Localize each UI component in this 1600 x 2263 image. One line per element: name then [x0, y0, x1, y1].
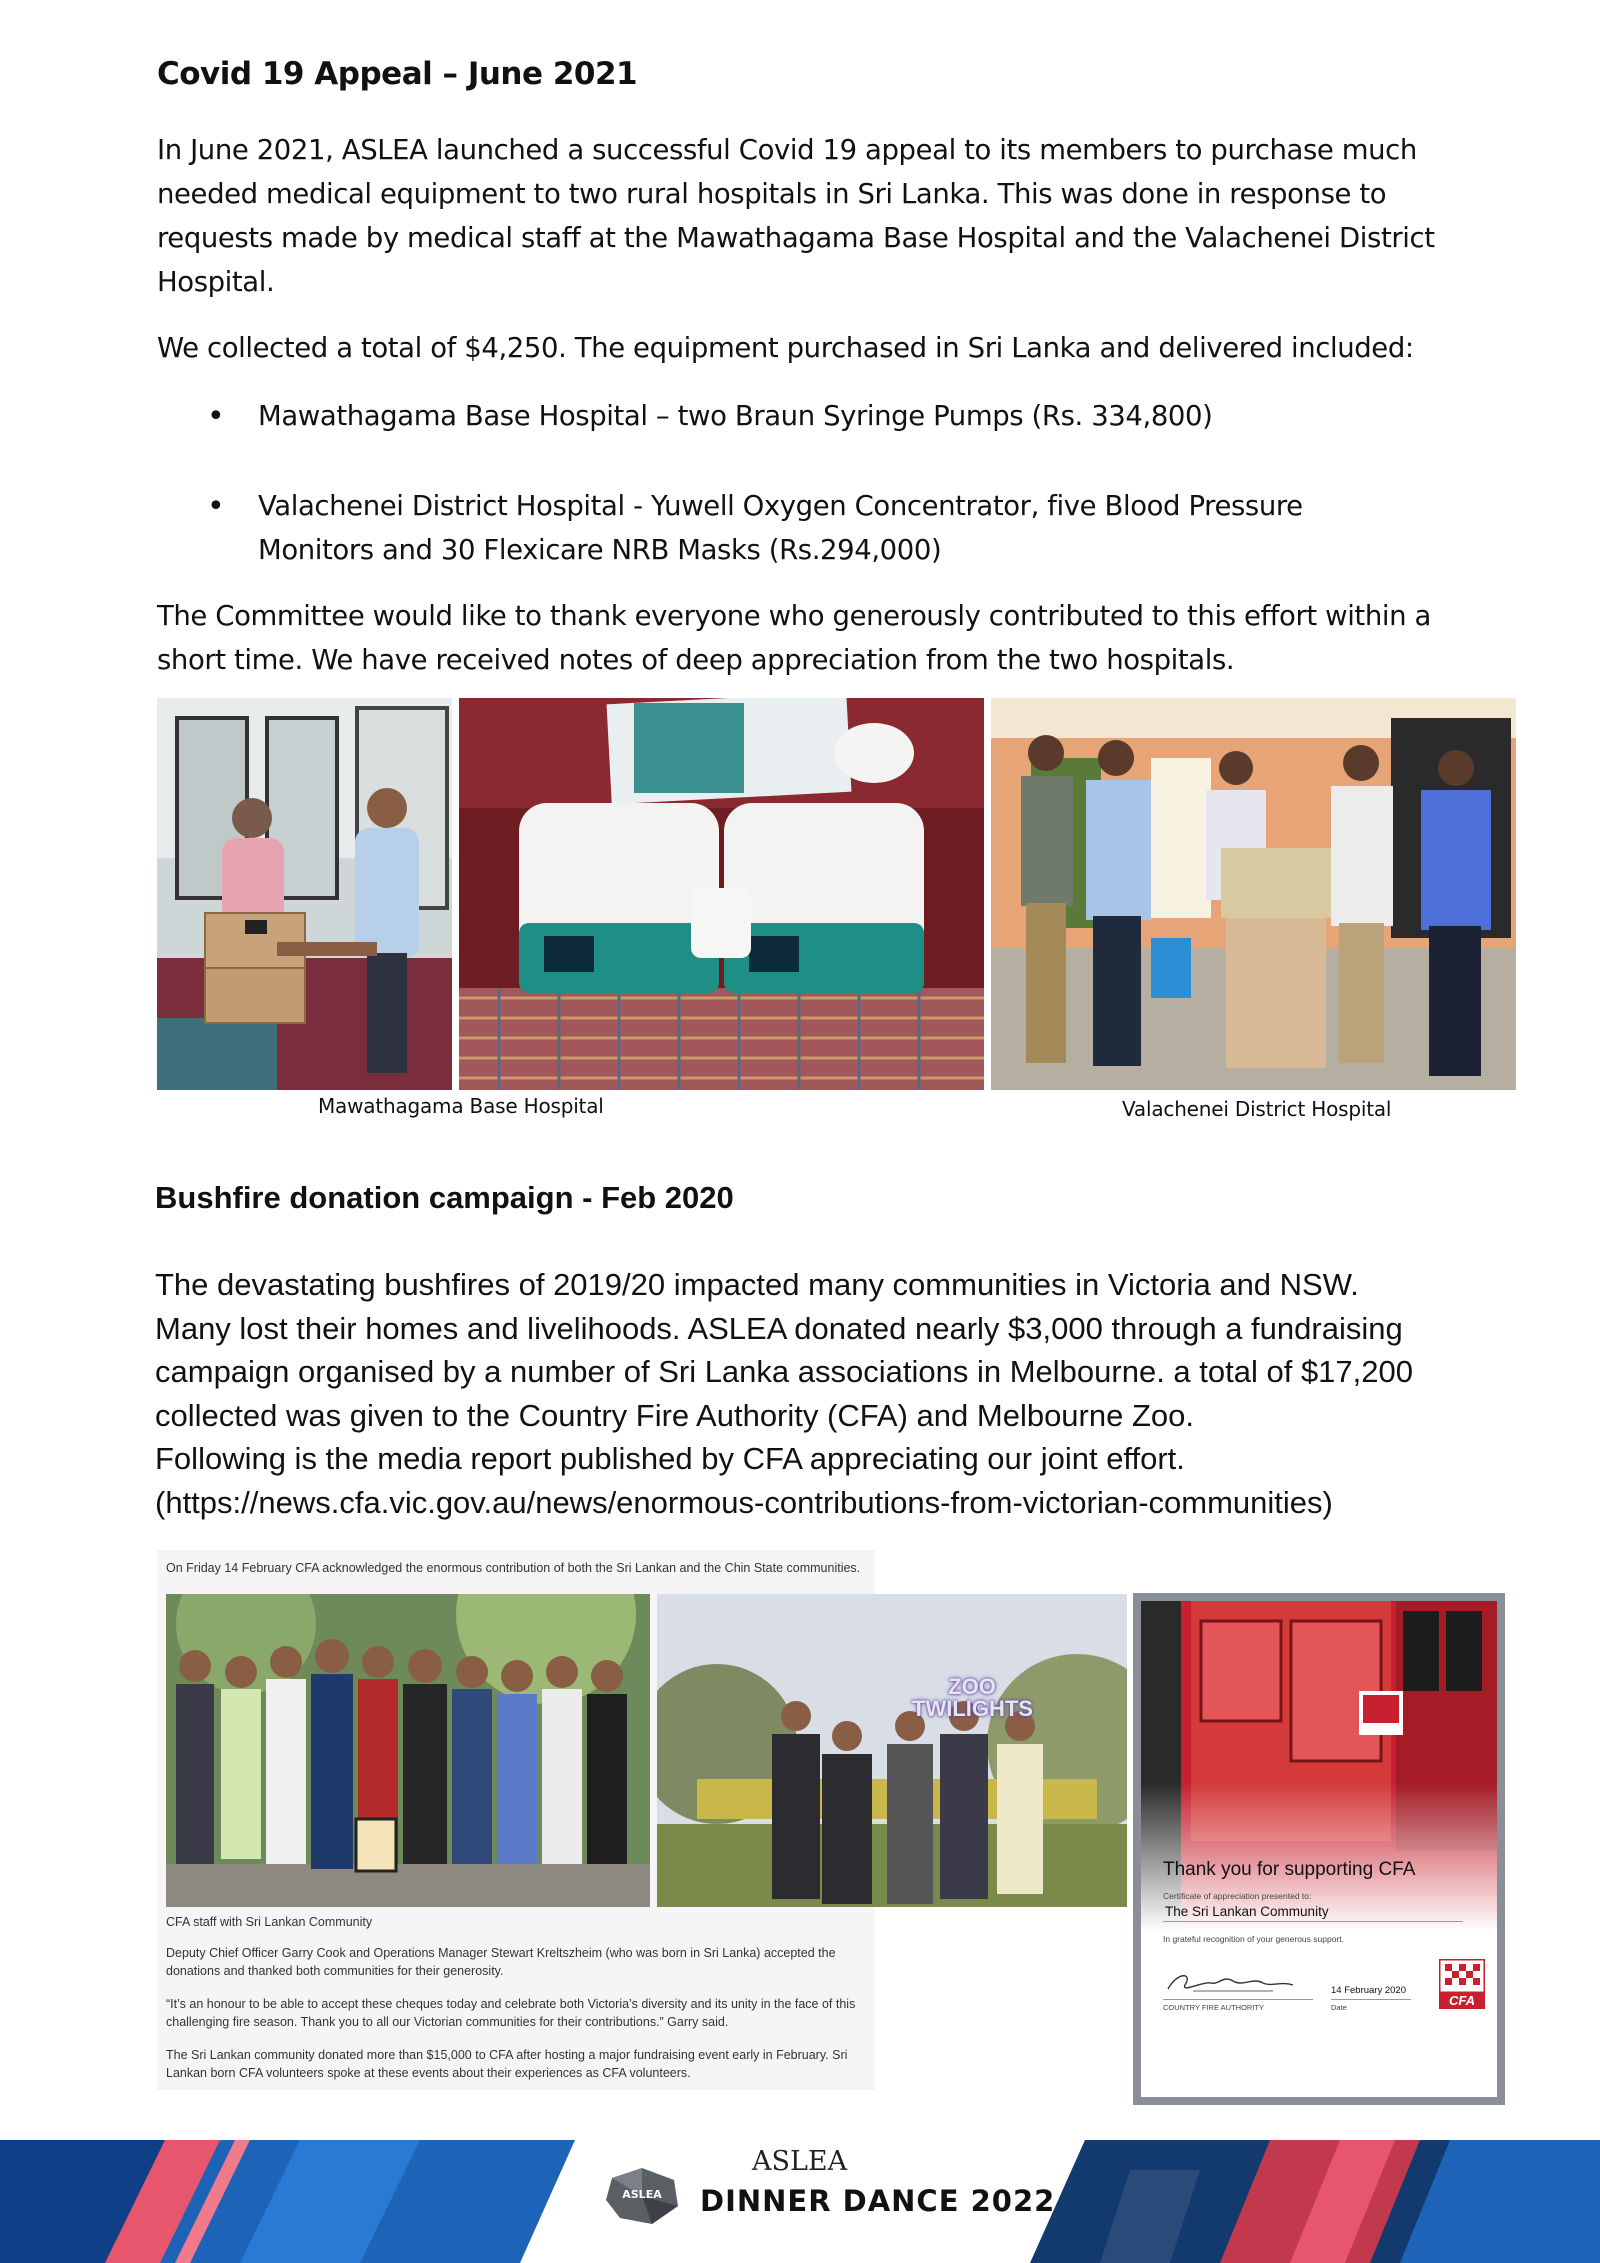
certificate-title: Thank you for supporting CFA [1163, 1859, 1416, 1880]
certificate-frame [1133, 1593, 1505, 2105]
signature-line [1163, 1999, 1313, 2000]
covid-heading: Covid 19 Appeal – June 2021 [157, 56, 638, 92]
cfa-group-photo [166, 1594, 650, 1907]
photo-caption-cfa-staff: CFA staff with Sri Lankan Community [166, 1915, 373, 1929]
bushfire-line: collected was given to the Country Fire Authority (CFA) and Melbourne Zoo. [155, 1397, 1194, 1433]
aslea-badge-text: ASLEA [622, 2188, 662, 2201]
media-paragraph: Deputy Chief Officer Garry Cook and Operations Manager Stewart Kreltszheim (who was born in Sri Lanka) accepted the donations and thanked both communities for their generosity. [166, 1946, 836, 1978]
footer-event-title: DINNER DANCE 2022 [700, 2184, 1056, 2218]
caption-mawathagama: Mawathagama Base Hospital [318, 1094, 604, 1118]
covid-thanks-paragraph: The Committee would like to thank everyone who generously contributed to this effort within a short time. We have received notes of deep appreciation from the two hospitals. [157, 600, 1431, 676]
bullet-dot: • [207, 489, 225, 524]
certificate-presented-label: Certificate of appreciation presented to: [1163, 1891, 1312, 1901]
certificate-authority: COUNTRY FIRE AUTHORITY [1163, 2003, 1264, 2012]
covid-total-paragraph: We collected a total of $4,250. The equipment purchased in Sri Lanka and delivered included: [157, 332, 1414, 364]
valachenei-handover-photo [991, 698, 1516, 1090]
date-line [1331, 1999, 1411, 2000]
bushfire-paragraph [155, 1263, 1555, 1524]
certificate-date: 14 February 2020 [1331, 1985, 1406, 1996]
certificate-recognition: In grateful recognition of your generous support. [1163, 1934, 1344, 1944]
bushfire-line: (https://news.cfa.vic.gov.au/news/enormous-contributions-from-victorian-communities) [155, 1484, 1333, 1520]
aslea-logo-icon [602, 2166, 682, 2226]
list-item: Mawathagama Base Hospital – two Braun Syringe Pumps (Rs. 334,800) [258, 400, 1213, 432]
footer-banner [0, 2140, 1600, 2263]
bushfire-heading: Bushfire donation campaign - Feb 2020 [155, 1180, 734, 1215]
bushfire-line: The devastating bushfires of 2019/20 impacted many communities in Victoria and NSW. [155, 1267, 1359, 1302]
syringe-pumps-photo [459, 698, 984, 1090]
bushfire-line: Many lost their homes and livelihoods. ASLEA donated nearly $3,000 through a fundraising [155, 1310, 1403, 1346]
zoo-twilights-sign: ZOO TWILIGHTS [912, 1674, 1033, 1721]
media-intro: On Friday 14 February CFA acknowledged the enormous contribution of both the Sri Lankan and the Chin State communities. [166, 1561, 861, 1575]
recipient-line [1163, 1921, 1463, 1922]
cfa-logo-icon [1439, 1959, 1485, 2009]
zoo-twilights-photo [657, 1594, 1127, 1907]
certificate [1141, 1601, 1497, 2097]
covid-intro-paragraph: In June 2021, ASLEA launched a successful Covid 19 appeal to its members to purchase much needed medical equipment to two rural hospitals in Sri Lanka. This was done in response to requests made by medical staff at the Mawathagama Base Hospital and the Valachenei District Hospital. [157, 134, 1435, 298]
media-paragraph: The Sri Lankan community donated more than $15,000 to CFA after hosting a major fundraising event early in February. Sri Lankan born CFA volunteers spoke at these events about their experiences as CFA volunteers. [166, 2048, 848, 2080]
bushfire-line: Following is the media report published by CFA appreciating our joint effort. [155, 1441, 1185, 1476]
bullet-dot: • [207, 399, 225, 434]
cfa-logo-text: CFA [1439, 1992, 1485, 2009]
bushfire-line: campaign organised by a number of Sri Lanka associations in Melbourne. a total of $17,200 [155, 1354, 1413, 1389]
list-item: Valachenei District Hospital - Yuwell Oxygen Concentrator, five Blood Pressure Monitors and 30 Flexicare NRB Masks (Rs.294,000) [258, 490, 1303, 566]
caption-valachenei: Valachenei District Hospital [1122, 1097, 1392, 1121]
media-quote: “It’s an honour to be able to accept these cheques today and celebrate both Victoria’s diversity and its unity in the face of this challenging fire season. Thank you to all our Victorian communities for their contributions.” Garry said. [166, 1997, 856, 2029]
footer-org-name: ASLEA [752, 2146, 848, 2177]
signature [1163, 1961, 1303, 2001]
certificate-recipient: The Sri Lankan Community [1165, 1904, 1329, 1919]
mawathagama-handover-photo [157, 698, 452, 1090]
certificate-date-label: Date [1331, 2003, 1347, 2012]
